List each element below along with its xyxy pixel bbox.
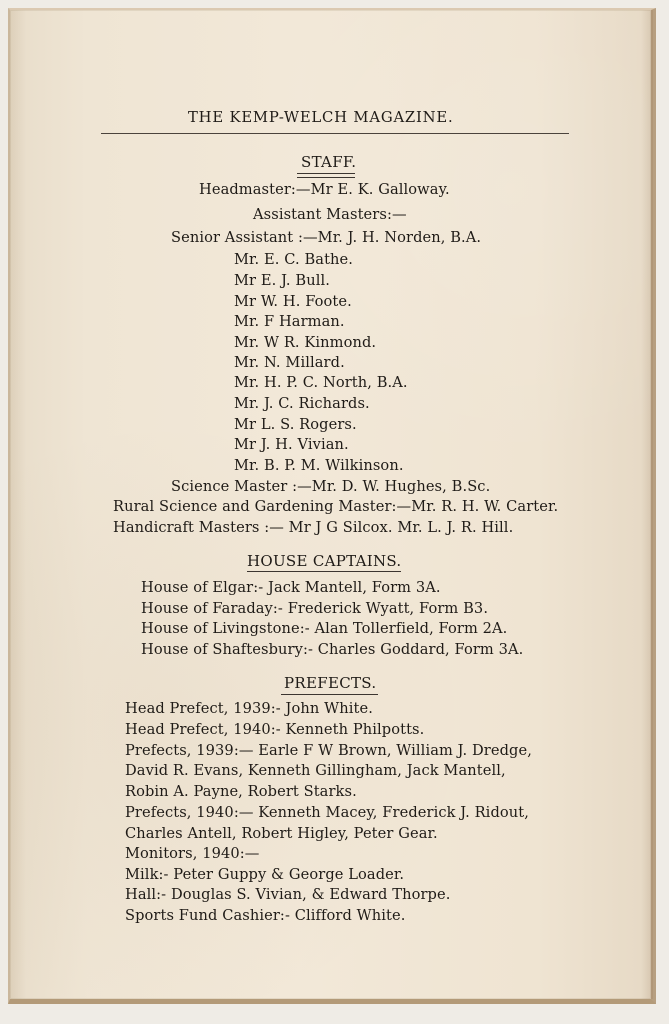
house-captains-heading: HOUSE CAPTAINS.: [247, 552, 402, 570]
staff-line-bathe: Mr. E. C. Bathe.: [234, 251, 354, 268]
prefect-line-1940-head: Head Prefect, 1940:- Kenneth Philpotts.: [125, 721, 425, 738]
house-captain-shaftesbury: House of Shaftesbury:- Charles Goddard, Form 3A.: [141, 641, 524, 658]
staff-line-senior-assistant: Senior Assistant :—Mr. J. H. Norden, B.A.: [171, 229, 482, 246]
prefect-line-1939-head: Head Prefect, 1939:- John White.: [125, 700, 373, 717]
staff-line-foote: Mr W. H. Foote.: [234, 293, 352, 310]
sports-fund-cashier-line: Sports Fund Cashier:- Clifford White.: [125, 907, 406, 924]
prefect-line-1940-group-a: Prefects, 1940:— Kenneth Macey, Frederick J. Ridout,: [125, 804, 529, 821]
prefects-underline: [281, 694, 378, 695]
masthead-rule: [101, 133, 569, 134]
staff-line-handicraft: Handicraft Masters :— Mr J G Silcox. Mr. L. J. R. Hill.: [113, 519, 514, 536]
staff-line-north: Mr. H. P. C. North, B.A.: [234, 374, 408, 391]
magazine-page: [8, 8, 656, 1004]
monitors-heading-line: Monitors, 1940:—: [125, 845, 260, 862]
prefects-heading: PREFECTS.: [284, 674, 377, 692]
monitors-hall-line: Hall:- Douglas S. Vivian, & Edward Thorpe.: [125, 886, 451, 903]
staff-line-science-master: Science Master :—Mr. D. W. Hughes, B.Sc.: [171, 478, 491, 495]
staff-line-richards: Mr. J. C. Richards.: [234, 395, 370, 412]
prefect-line-1939-group-a: Prefects, 1939:— Earle F W Brown, William J. Dredge,: [125, 742, 532, 759]
staff-line-rural-science: Rural Science and Gardening Master:—Mr. R. H. W. Carter.: [113, 498, 559, 515]
staff-line-millard: Mr. N. Millard.: [234, 354, 345, 371]
staff-line-assistant-masters: Assistant Masters:—: [253, 206, 407, 223]
staff-line-vivian: Mr J. H. Vivian.: [234, 436, 349, 453]
monitors-milk-line: Milk:- Peter Guppy & George Loader.: [125, 866, 405, 883]
house-captain-livingstone: House of Livingstone:- Alan Tollerfield, Form 2A.: [141, 620, 508, 637]
magazine-masthead: THE KEMP-WELCH MAGAZINE.: [188, 109, 454, 126]
staff-heading: STAFF.: [301, 153, 357, 171]
house-captain-elgar: House of Elgar:- Jack Mantell, Form 3A.: [141, 579, 441, 596]
staff-heading-underline: [297, 173, 355, 178]
house-captain-faraday: House of Faraday:- Frederick Wyatt, Form B3.: [141, 600, 489, 617]
prefect-line-1939-group-c: Robin A. Payne, Robert Starks.: [125, 783, 357, 800]
staff-line-wilkinson: Mr. B. P. M. Wilkinson.: [234, 457, 404, 474]
staff-line-headmaster: Headmaster:—Mr E. K. Galloway.: [199, 181, 450, 198]
staff-line-harman: Mr. F Harman.: [234, 313, 345, 330]
house-captains-underline: [247, 571, 401, 572]
prefect-line-1940-group-b: Charles Antell, Robert Higley, Peter Gear.: [125, 825, 438, 842]
staff-line-rogers: Mr L. S. Rogers.: [234, 416, 357, 433]
staff-line-bull: Mr E. J. Bull.: [234, 272, 330, 289]
prefect-line-1939-group-b: David R. Evans, Kenneth Gillingham, Jack Mantell,: [125, 762, 506, 779]
staff-line-kinmond: Mr. W R. Kinmond.: [234, 334, 377, 351]
